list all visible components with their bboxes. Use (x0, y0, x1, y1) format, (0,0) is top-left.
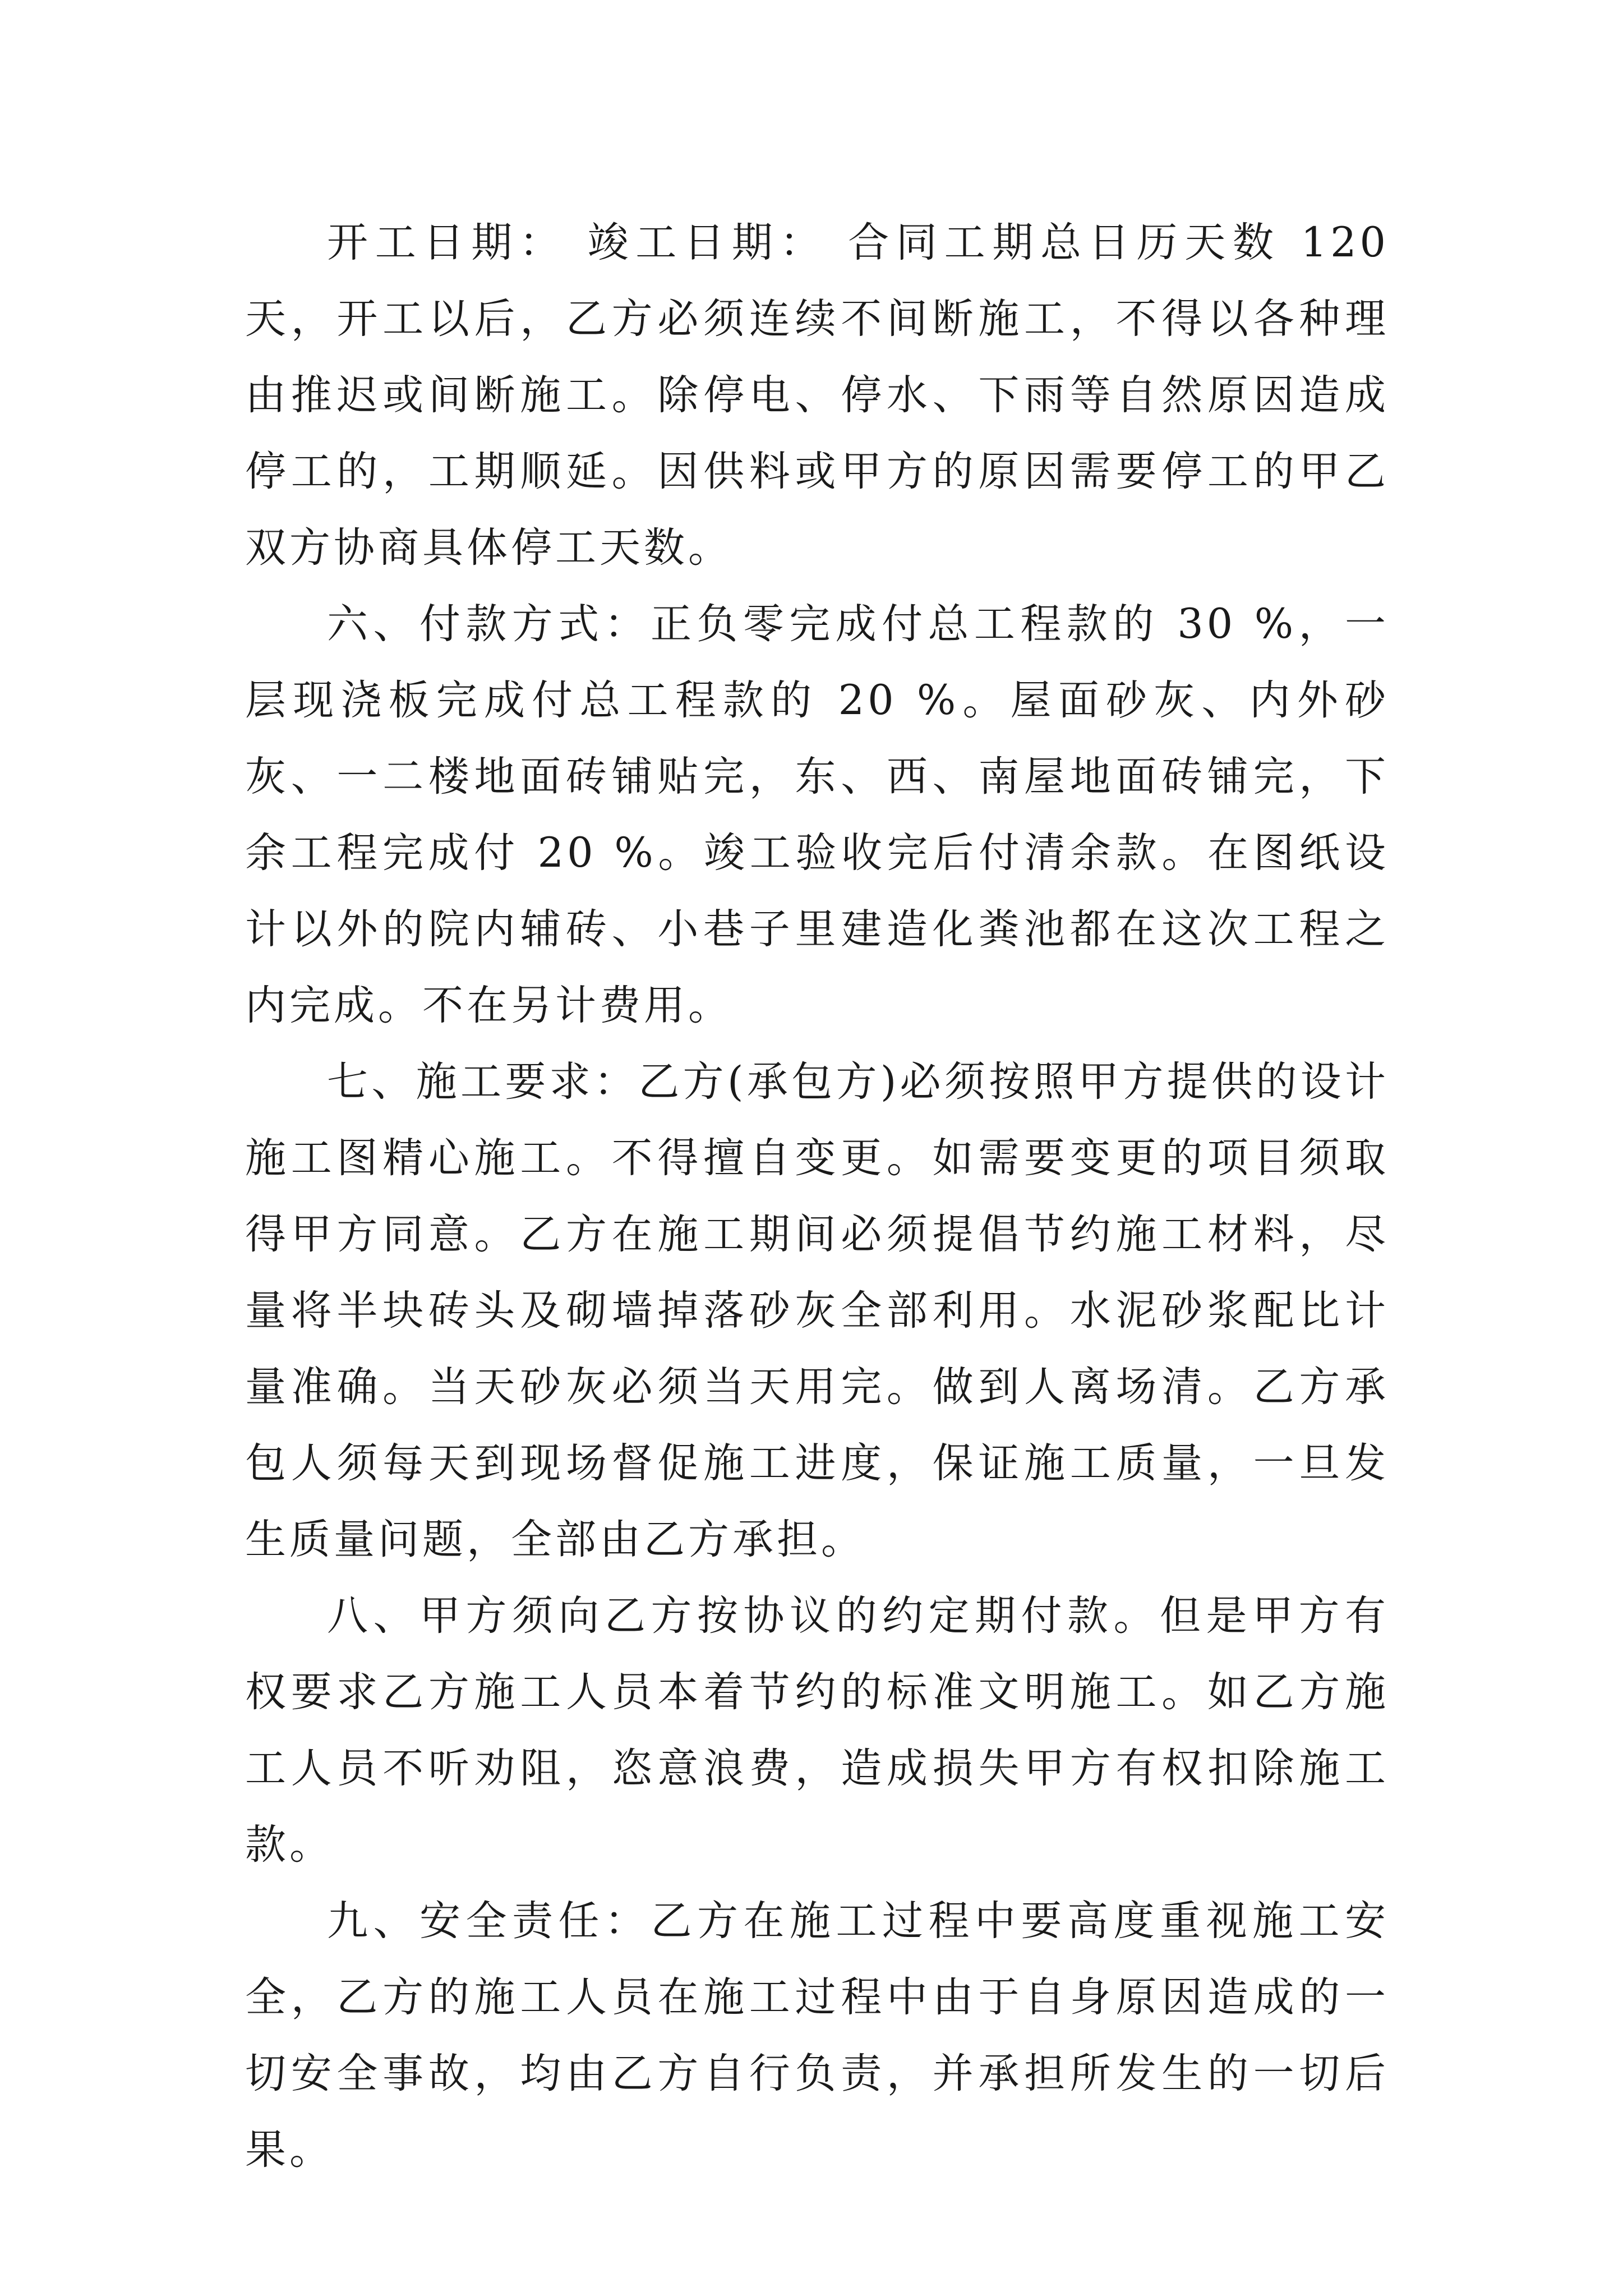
paragraph-construction-requirements: 七、施工要求：乙方(承包方)必须按照甲方提供的设计施工图精心施工。不得擅自变更。如需要变更的项目须取得甲方同意。乙方在施工期间必须提倡节约施工材料，尽量将半块砖头及砌墙掉落砂灰全部利用。水泥砂浆配比计量准确。当天砂灰必须当天用完。做到人离场清。乙方承包人须每天到现场督促施工进度，保证施工质量，一旦发生质量问题，全部由乙方承担。 (245, 1058, 1389, 1563)
paragraph-safety-responsibility: 九、安全责任：乙方在施工过程中要高度重视施工安全，乙方的施工人员在施工过程中由于自身原因造成的一切安全事故，均由乙方自行负责，并承担所发生的一切后果。 (245, 1897, 1389, 2174)
paragraph-payment-method: 六、付款方式：正负零完成付总工程款的 30 %，一层现浇板完成付总工程款的 20 %。屋面砂灰、内外砂灰、一二楼地面砖铺贴完，东、西、南屋地面砖铺完，下余工程完成付 20 %。竣工验收完后付清余款。在图纸设计以外的院内辅砖、小巷子里建造化粪池都在这次工程之内完成。不在另计费用。 (245, 600, 1389, 1029)
paragraph-payment-obligation: 八、甲方须向乙方按协议的约定期付款。但是甲方有权要求乙方施工人员本着节约的标准文明施工。如乙方施工人员不听劝阻，恣意浪费，造成损失甲方有权扣除施工款。 (245, 1592, 1389, 1869)
document-body (245, 205, 1389, 2188)
paragraph-schedule: 开工日期： 竣工日期： 合同工期总日历天数 120 天，开工以后，乙方必须连续不间断施工，不得以各种理由推迟或间断施工。除停电、停水、下雨等自然原因造成停工的，工期顺延。因供料或甲方的原因需要停工的甲乙双方协商具体停工天数。 (245, 219, 1389, 572)
